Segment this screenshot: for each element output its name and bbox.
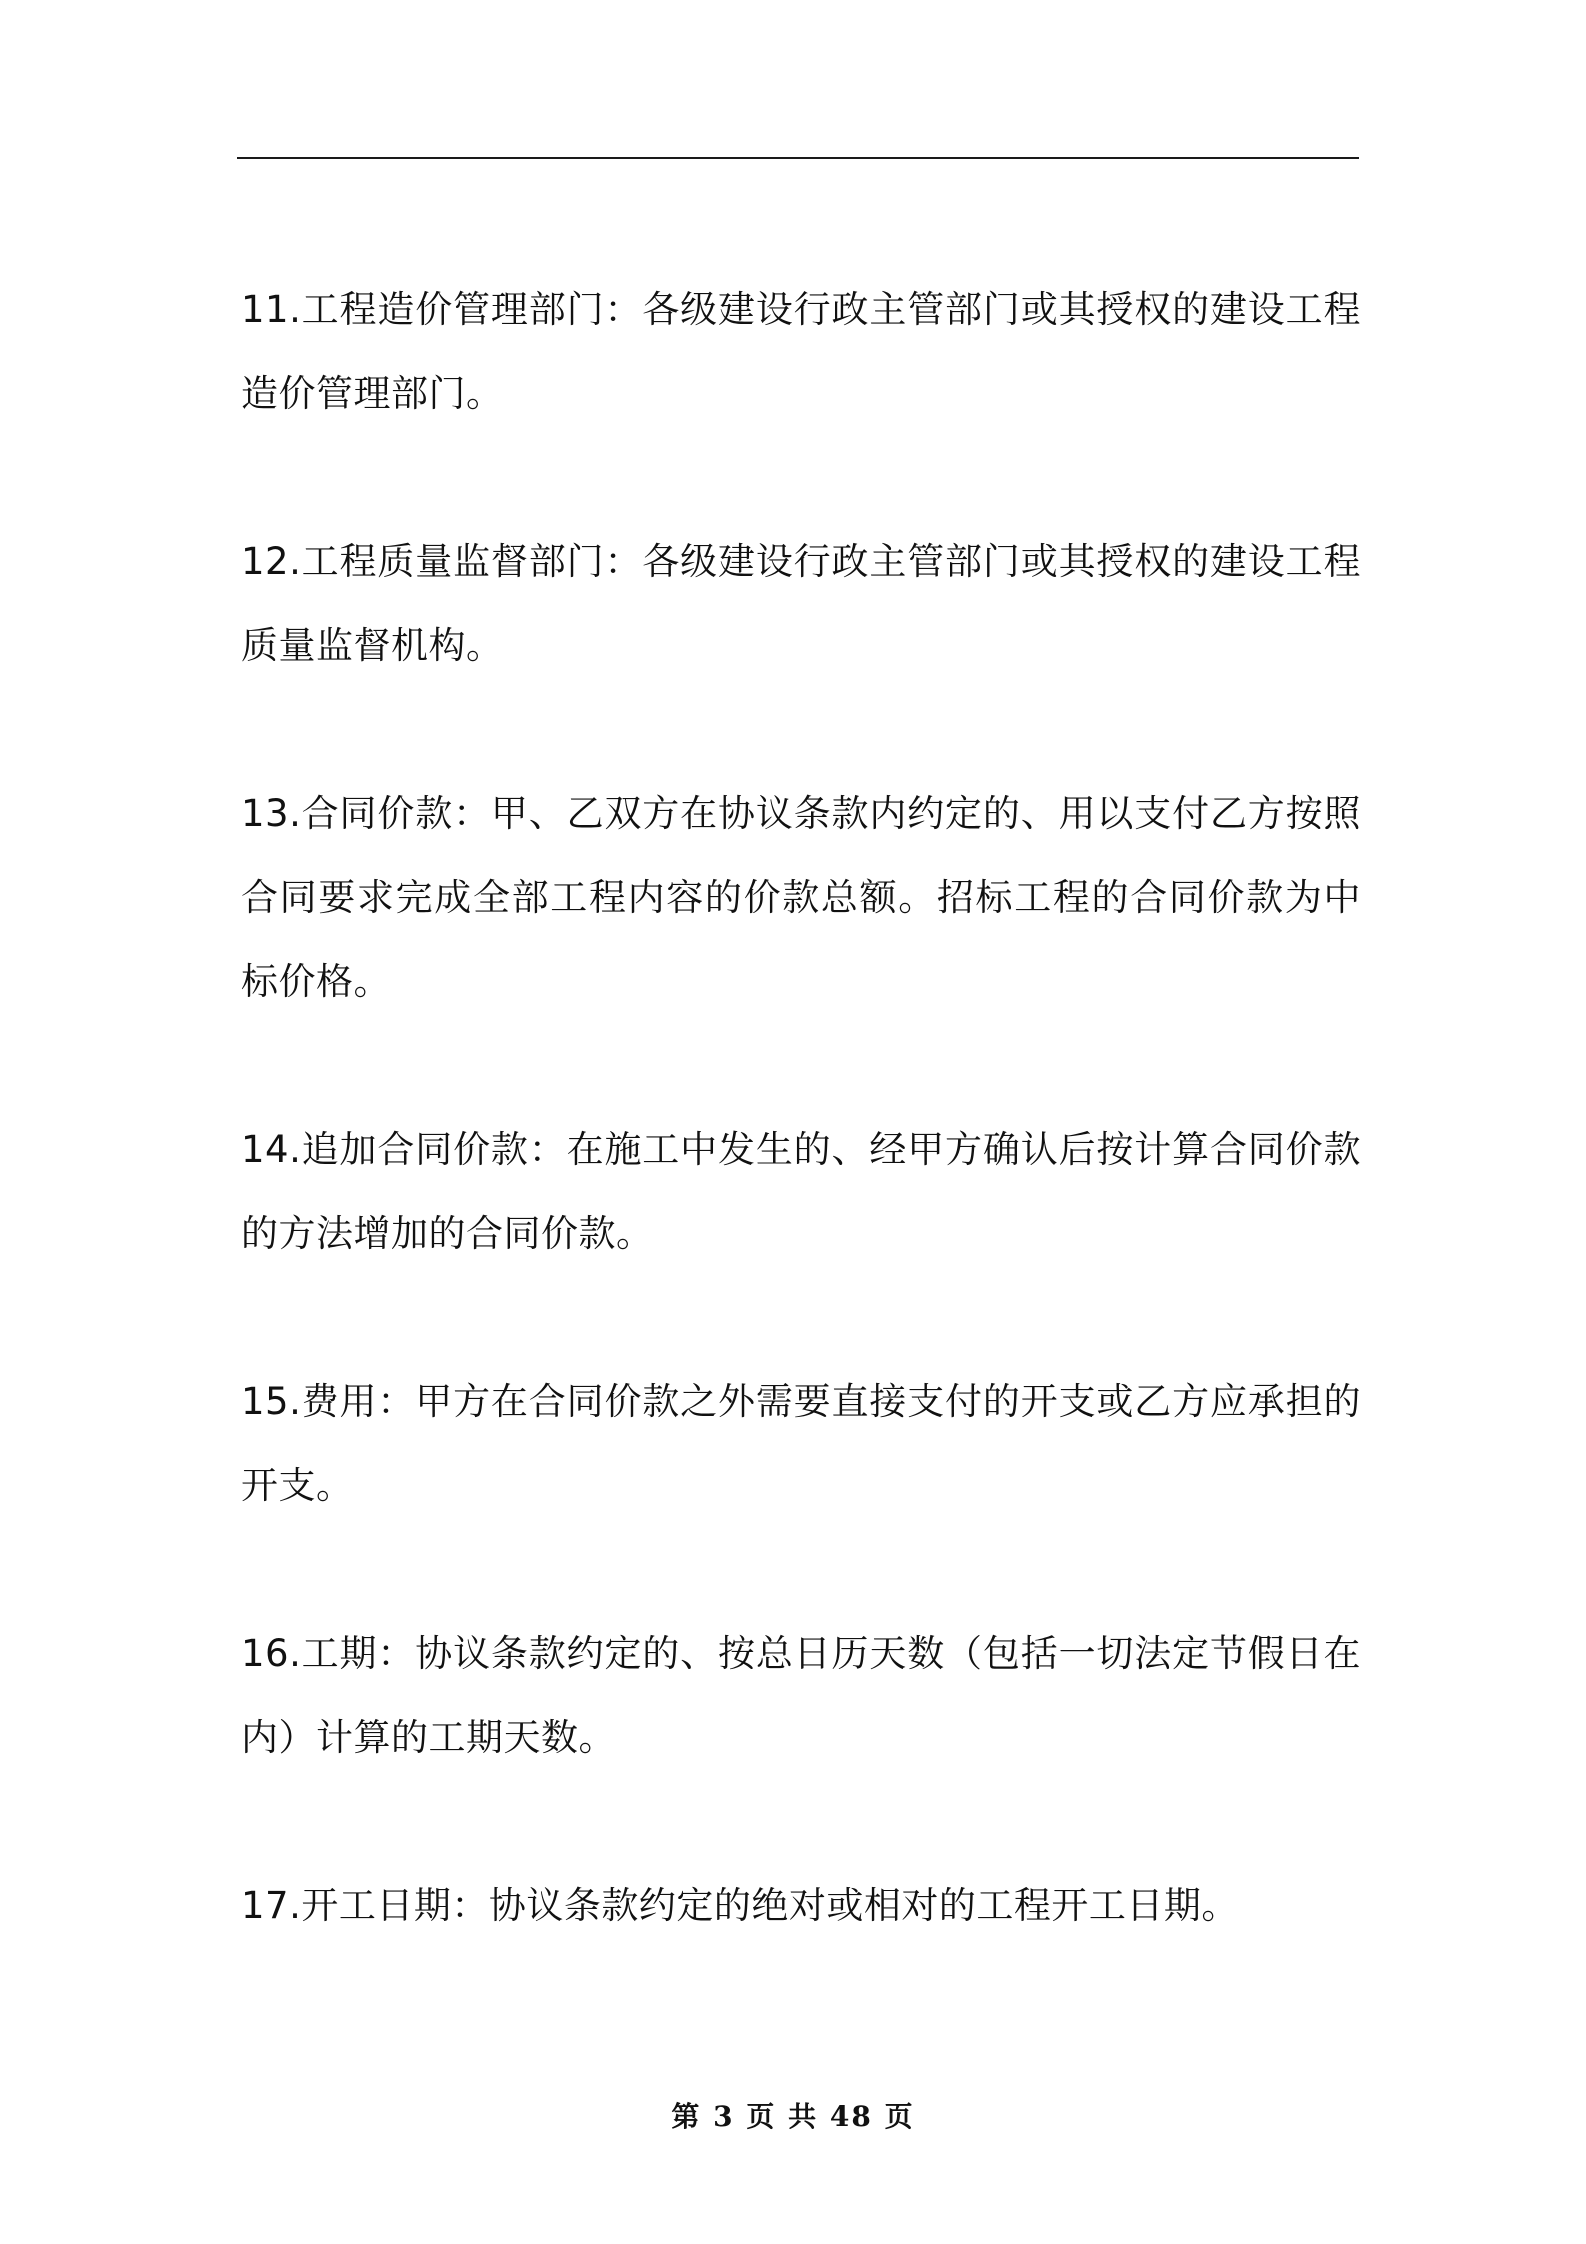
clause-11: 11.工程造价管理部门：各级建设行政主管部门或其授权的建设工程造价管理部门。 <box>241 288 1361 415</box>
page-number-footer: 第 3 页 共 48 页 <box>671 2100 915 2133</box>
clause-16: 16.工期：协议条款约定的、按总日历天数（包括一切法定节假日在内）计算的工期天数。 <box>241 1632 1361 1759</box>
clause-list <box>241 268 1361 2032</box>
clause-17: 17.开工日期：协议条款约定的绝对或相对的工程开工日期。 <box>241 1884 1239 1927</box>
clause-13: 13.合同价款：甲、乙双方在协议条款内约定的、用以支付乙方按照合同要求完成全部工程内容的价款总额。招标工程的合同价款为中标价格。 <box>241 792 1361 1003</box>
clause-14: 14.追加合同价款：在施工中发生的、经甲方确认后按计算合同价款的方法增加的合同价款。 <box>241 1128 1361 1255</box>
clause-12: 12.工程质量监督部门：各级建设行政主管部门或其授权的建设工程质量监督机构。 <box>241 540 1361 667</box>
clause-15: 15.费用：甲方在合同价款之外需要直接支付的开支或乙方应承担的开支。 <box>241 1380 1361 1507</box>
header-rule <box>237 157 1359 159</box>
